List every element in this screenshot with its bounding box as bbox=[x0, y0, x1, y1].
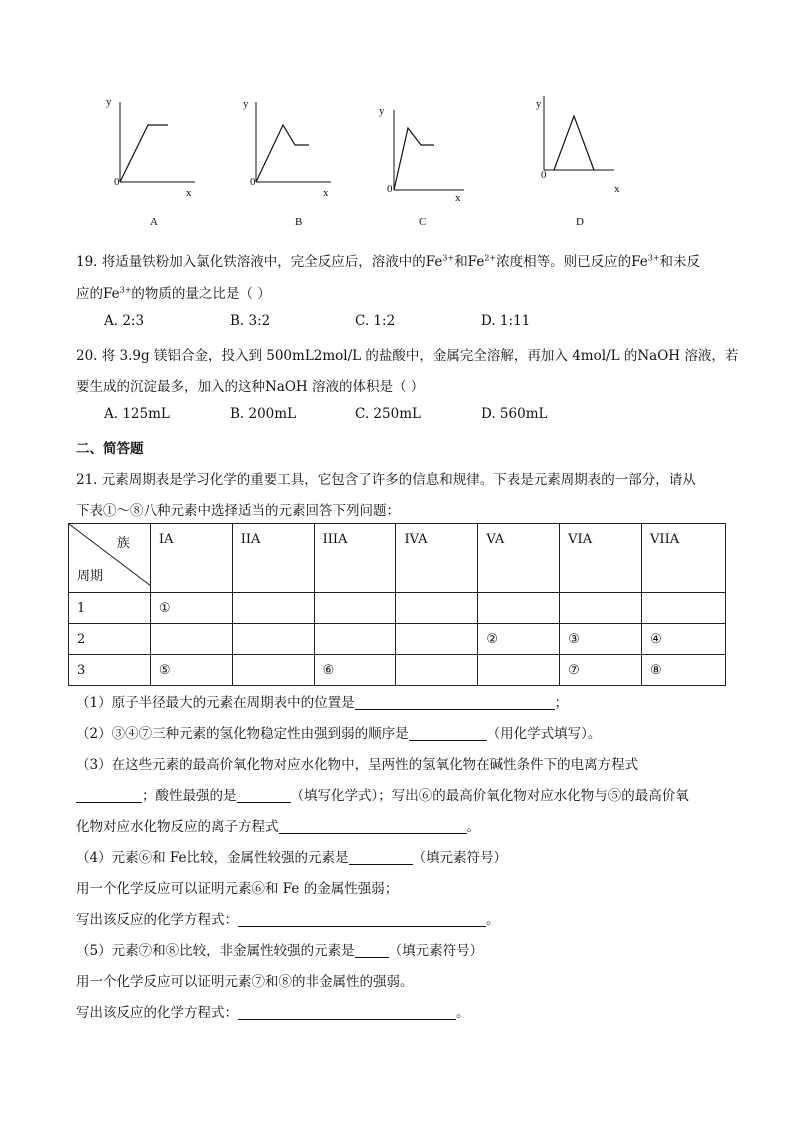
q20-option-b[interactable]: B. 200mL bbox=[230, 406, 297, 422]
q21-part1: （1）原子半径最大的元素在周期表中的位置是 ； bbox=[76, 695, 569, 711]
q19-option-a[interactable]: A. 2:3 bbox=[104, 313, 145, 329]
group-header: VA bbox=[478, 524, 560, 593]
q19-stem-line1: 19. 将适量铁粉加入氯化铁溶液中，完全反应后，溶液中的$Fe^{3+}$和$Fe^{2+}$浓度相等。则已反应的$Fe^{3+}$和未反 bbox=[76, 253, 701, 270]
graph-c-y: y bbox=[379, 105, 385, 117]
period-label: 2 bbox=[69, 624, 151, 655]
graph-b-y: y bbox=[243, 98, 249, 110]
q19-option-d[interactable]: D. 1:11 bbox=[481, 313, 531, 329]
table-cell bbox=[560, 593, 642, 624]
graph-c-origin: 0 bbox=[387, 183, 393, 195]
graph-a-label: A bbox=[150, 216, 158, 228]
q21-part3-line3: 化物对应水化物反应的离子方程式 。 bbox=[76, 819, 480, 835]
group-header: IIA bbox=[232, 524, 314, 593]
q19-option-c[interactable]: C. 1:2 bbox=[355, 313, 396, 329]
group-header: IA bbox=[150, 524, 232, 593]
answer-blank[interactable] bbox=[355, 943, 389, 958]
table-corner-cell bbox=[69, 524, 151, 593]
graph-b-origin: 0 bbox=[250, 176, 256, 188]
answer-blank[interactable] bbox=[237, 788, 291, 803]
answer-blank[interactable] bbox=[409, 726, 487, 741]
q21-part2: （2）③④⑦三种元素的氢化物稳定性由强到弱的顺序是 （用化学式填写）。 bbox=[76, 726, 602, 742]
table-cell: ⑤ bbox=[150, 655, 232, 686]
q20-stem-line2: 要生成的沉淀最多，加入的这种NaOH 溶液的体积是（ ） bbox=[76, 379, 425, 395]
group-header: VIA bbox=[560, 524, 642, 593]
q21-part4-line3: 写出该反应的化学方程式： 。 bbox=[76, 912, 500, 928]
table-cell bbox=[150, 624, 232, 655]
q20-option-d[interactable]: D. 560mL bbox=[481, 406, 548, 422]
graph-d-x: x bbox=[614, 183, 620, 195]
graph-a-y: y bbox=[106, 96, 112, 108]
table-cell bbox=[478, 655, 560, 686]
q21-part3-line2: ；酸性最强的是 （填写化学式）；写出⑥的最高价氧化物对应水化物与⑤的最高价氧 bbox=[76, 784, 689, 804]
group-header: IIIA bbox=[314, 524, 396, 593]
graph-b-label: B bbox=[295, 216, 303, 228]
graph-c-label: C bbox=[419, 216, 427, 228]
q20-option-a[interactable]: A. 125mL bbox=[104, 406, 170, 422]
graph-d-y: y bbox=[536, 98, 542, 110]
table-cell: ④ bbox=[642, 624, 726, 655]
q21-part4: （4）元素⑥和 Fe比较，金属性较强的元素是 （填元素符号） bbox=[76, 850, 507, 866]
table-cell bbox=[232, 655, 314, 686]
group-header: VIIA bbox=[642, 524, 726, 593]
answer-blank[interactable] bbox=[355, 695, 555, 710]
q21-part3-line1: （3）在这些元素的最高价氧化物对应水化物中，呈两性的氢氧化物在碱性条件下的电离方程式 bbox=[76, 757, 639, 773]
table-cell: ⑥ bbox=[314, 655, 396, 686]
table-cell: ② bbox=[478, 624, 560, 655]
q21-intro-line1: 21. 元素周期表是学习化学的重要工具，它包含了许多的信息和规律。下表是元素周期表的一部分，请从 bbox=[76, 472, 696, 488]
table-cell: ⑦ bbox=[560, 655, 642, 686]
q19-option-b[interactable]: B. 3:2 bbox=[230, 313, 271, 329]
table-cell bbox=[314, 624, 396, 655]
answer-blank[interactable] bbox=[76, 788, 142, 803]
answer-blank[interactable] bbox=[238, 912, 486, 927]
q21-part5: （5）元素⑦和⑧比较，非金属性较强的元素是 （填元素符号） bbox=[76, 943, 484, 959]
table-row bbox=[69, 593, 726, 624]
graph-a-origin: 0 bbox=[114, 176, 120, 188]
q19-stem-line2: 应的$Fe^{3+}$的物质的量之比是（ ） bbox=[76, 285, 271, 302]
table-cell bbox=[642, 593, 726, 624]
corner-group-label: 族 bbox=[116, 536, 130, 551]
graph-c-x: x bbox=[455, 192, 461, 204]
table-cell bbox=[396, 624, 478, 655]
table-cell: ⑧ bbox=[642, 655, 726, 686]
section-title: 二、简答题 bbox=[76, 441, 144, 457]
table-row bbox=[69, 624, 726, 655]
answer-blank[interactable] bbox=[349, 850, 413, 865]
table-cell bbox=[232, 593, 314, 624]
table-cell bbox=[314, 593, 396, 624]
q20-stem-line1: 20. 将 3.9g 镁铝合金，投入到 500mL2mol/L 的盐酸中，金属完全溶解，再加入 4mol/L 的NaOH 溶液，若 bbox=[76, 348, 739, 364]
table-cell bbox=[478, 593, 560, 624]
table-row bbox=[69, 655, 726, 686]
q21-part4-line2: 用一个化学反应可以证明元素⑥和 Fe 的金属性强弱； bbox=[76, 881, 399, 897]
table-header-row bbox=[69, 524, 726, 593]
q21-part5-line3: 写出该反应的化学方程式： 。 bbox=[76, 1005, 470, 1021]
table-cell: ③ bbox=[560, 624, 642, 655]
group-header: IVA bbox=[396, 524, 478, 593]
q20-option-c[interactable]: C. 250mL bbox=[355, 406, 421, 422]
period-label: 3 bbox=[69, 655, 151, 686]
graph-d-origin: 0 bbox=[541, 169, 547, 181]
graph-d-label: D bbox=[576, 216, 584, 228]
corner-period-label: 周期 bbox=[77, 569, 104, 584]
period-label: 1 bbox=[69, 593, 151, 624]
table-cell bbox=[396, 655, 478, 686]
answer-blank[interactable] bbox=[279, 819, 467, 834]
periodic-table bbox=[68, 523, 726, 686]
table-cell bbox=[232, 624, 314, 655]
graph-b-x: x bbox=[323, 187, 329, 199]
answer-blank[interactable] bbox=[238, 1005, 456, 1020]
q21-intro-line2: 下表①～⑧八种元素中选择适当的元素回答下列问题： bbox=[76, 503, 400, 519]
table-cell: ① bbox=[150, 593, 232, 624]
table-cell bbox=[396, 593, 478, 624]
q21-part5-line2: 用一个化学反应可以证明元素⑦和⑧的非金属性的强弱。 bbox=[76, 974, 414, 990]
graph-a-x: x bbox=[186, 187, 192, 199]
